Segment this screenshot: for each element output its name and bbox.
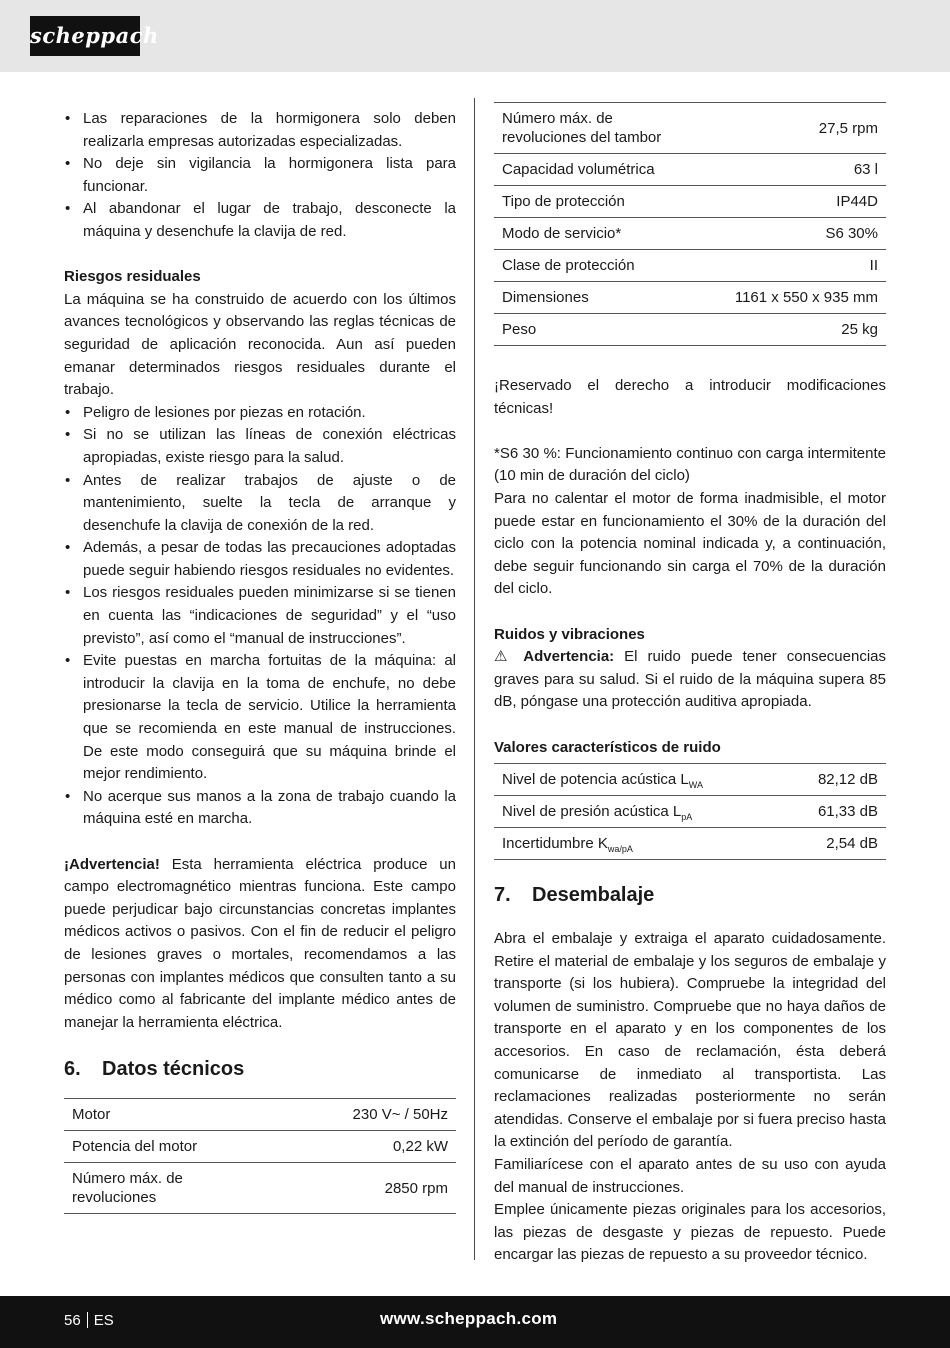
list-item: • Además, a pesar de todas las precauciones adoptadas puede seguir habiendo riesgos residuales no evidentes. <box>64 537 456 582</box>
spec-value: 1161 x 550 x 935 mm <box>694 282 886 314</box>
noise-label: Nivel de presión acústica $L_{pA}$ <box>494 796 784 828</box>
spec-label: Clase de protección <box>494 250 694 282</box>
spec-label: Modo de servicio* <box>494 218 694 250</box>
noise-label: Nivel de potencia acústica $L_{WA}$ <box>494 764 784 796</box>
spec-value: 2850 rpm <box>214 1163 456 1214</box>
warning-icon: ⚠ <box>494 648 514 666</box>
tech-data-table-continued <box>494 102 886 346</box>
right-column <box>494 102 886 1267</box>
page-number-value: 56 <box>64 1312 81 1329</box>
list-item: • Peligro de lesiones por piezas en rotación. <box>64 402 456 425</box>
warning-label: ¡Advertencia! <box>64 855 160 873</box>
table-row <box>494 103 886 154</box>
spec-label: Tipo de protección <box>494 186 694 218</box>
emf-warning-paragraph <box>64 854 456 1035</box>
s6-note: *S6 30 %: Funcionamiento continuo con carga intermitente (10 min de duración del ciclo) <box>494 444 886 485</box>
spec-value: 230 V~ / 50Hz <box>214 1099 456 1131</box>
table-row <box>64 1099 456 1131</box>
residual-risks-list <box>64 402 456 831</box>
page-footer <box>0 1296 950 1348</box>
unpacking-paragraph-1: Abra el embalaje y extraiga el aparato cuidadosamente. Retire el material de embalaje y los seguros de embalaje y transporte (si los hubiera). Compruebe la integridad del volumen de suministro. Compruebe que no haya daños de transporte en el aparato y en los componentes de los accesorios. En caso de reclamación, ésta deberá comunicarse de inmediato al transportista. Las reclamaciones realizadas posteriormente no serán atendidas. Conserve el embalaje por si fuera preciso hasta la extinción del período de garantía. <box>494 930 886 1151</box>
noise-value: 61,33 dB <box>784 796 886 828</box>
spec-label: Capacidad volumétrica <box>494 154 694 186</box>
section-title: Datos técnicos <box>102 1058 245 1081</box>
spec-value: 25 kg <box>694 314 886 346</box>
s6-explanation: Para no calentar el motor de forma inadmisible, el motor puede estar en funcionamiento el 30% de la duración del ciclo con la potencia nominal indicada y, a continuación, debe seguir funcionando sin carga el 70% de la duración del ciclo. <box>494 489 886 598</box>
table-row <box>64 1131 456 1163</box>
spec-value: 27,5 rpm <box>694 103 886 154</box>
list-item: • Las reparaciones de la hormigonera solo deben realizarla empresas autorizadas especializadas. <box>64 108 456 153</box>
noise-heading: Ruidos y vibraciones <box>494 625 645 643</box>
table-row <box>64 1163 456 1214</box>
section-number: 6. <box>64 1058 81 1081</box>
section-number: 7. <box>494 884 511 907</box>
spec-label: Dimensiones <box>494 282 694 314</box>
list-item: • No acerque sus manos a la zona de trabajo cuando la máquina esté en marcha. <box>64 786 456 831</box>
website-link[interactable]: www.scheppach.com <box>380 1309 558 1328</box>
noise-label: Incertidumbre $K_{wa/pA}$ <box>494 828 784 860</box>
table-row <box>494 314 886 346</box>
list-item: • Antes de realizar trabajos de ajuste o de mantenimiento, suelte la tecla de arranque y desenchufe la clavija de conexión de la red. <box>64 470 456 538</box>
spec-label: Motor <box>64 1099 214 1131</box>
brand-logo: scheppach <box>30 16 140 56</box>
table-row <box>494 796 886 828</box>
noise-value: 2,54 dB <box>784 828 886 860</box>
spec-value: S6 30% <box>694 218 886 250</box>
list-item: • Si no se utilizan las líneas de conexión eléctricas apropiadas, existe riesgo para la salud. <box>64 424 456 469</box>
list-item: • Evite puestas en marcha fortuitas de la máquina: al introducir la clavija en la toma de enchufe, no debe presionarse la tecla de servicio. Utilice la herramienta que se recomienda en este manual de instrucciones. De este modo conseguirá que su máquina brinde el mejor rendimiento. <box>64 650 456 786</box>
tech-data-table <box>64 1098 456 1214</box>
list-item: • Los riesgos residuales pueden minimizarse si se tienen en cuenta las “indicaciones de seguridad” y el “uso previsto”, así como el “manual de instrucciones”. <box>64 582 456 650</box>
table-row <box>494 764 886 796</box>
list-item: • Al abandonar el lugar de trabajo, desconecte la máquina y desenchufe la clavija de red. <box>64 198 456 243</box>
noise-warning-paragraph <box>494 646 886 714</box>
noise-values-table <box>494 763 886 860</box>
warning-text: El ruido puede tener consecuencias graves para su salud. Si el ruido de la máquina supera 85 dB, póngase una protección auditiva apropiada. <box>494 648 886 711</box>
spec-label: Potencia del motor <box>64 1131 214 1163</box>
unpacking-paragraph-2: Familiarícese con el aparato antes de su uso con ayuda del manual de instrucciones. <box>494 1156 886 1196</box>
table-row <box>494 186 886 218</box>
reserved-rights-note: ¡Reservado el derecho a introducir modificaciones técnicas! <box>494 377 886 417</box>
spec-value: II <box>694 250 886 282</box>
list-item: • No deje sin vigilancia la hormigonera lista para funcionar. <box>64 153 456 198</box>
warning-text: Esta herramienta eléctrica produce un campo electromagnético mientras funciona. Este campo puede perjudicar bajo circunstancias concretas implantes médicos activos o pasivos. Con el fin de reducir el peligro de lesiones graves o mortales, recomendamos a las personas con implantes médicos que consulten tanto a su médico como al fabricante del implante médico antes de manejar la herramienta eléctrica. <box>64 855 456 1031</box>
page-number <box>64 1310 114 1333</box>
spec-value: IP44D <box>694 186 886 218</box>
table-row <box>494 828 886 860</box>
residual-risks-intro: La máquina se ha construido de acuerdo con los últimos avances tecnológicos y observando las reglas técnicas de seguridad de aplicación reconocida. Aun así pueden emanar determinados riesgos residuales durante el trabajo. <box>64 290 456 399</box>
table-row <box>494 250 886 282</box>
spec-label: Número máx. de revoluciones del tambor <box>494 103 694 154</box>
residual-risks-heading: Riesgos residuales <box>64 268 201 286</box>
spec-label: Peso <box>494 314 694 346</box>
section-heading-unpacking <box>494 882 886 908</box>
table-row <box>494 154 886 186</box>
unpacking-paragraph-3: Emplee únicamente piezas originales para los accesorios, las piezas de desgaste y piezas de repuesto. Puede encargar las piezas de repuesto a su proveedor técnico. <box>494 1201 886 1264</box>
table-row <box>494 218 886 250</box>
spec-value: 0,22 kW <box>214 1131 456 1163</box>
spec-value: 63 l <box>694 154 886 186</box>
noise-value: 82,12 dB <box>784 764 886 796</box>
table-row <box>494 282 886 314</box>
language-code: ES <box>93 1312 114 1329</box>
intro-bullet-list <box>64 108 456 244</box>
noise-values-heading: Valores característicos de ruido <box>494 738 721 756</box>
column-divider <box>474 98 475 1260</box>
section-title: Desembalaje <box>532 884 655 907</box>
section-heading-tech-data <box>64 1056 456 1082</box>
warning-label: Advertencia: <box>523 648 615 666</box>
page-header <box>0 0 950 72</box>
left-column <box>64 108 456 1214</box>
spec-label: Número máx. de revoluciones <box>64 1163 214 1214</box>
